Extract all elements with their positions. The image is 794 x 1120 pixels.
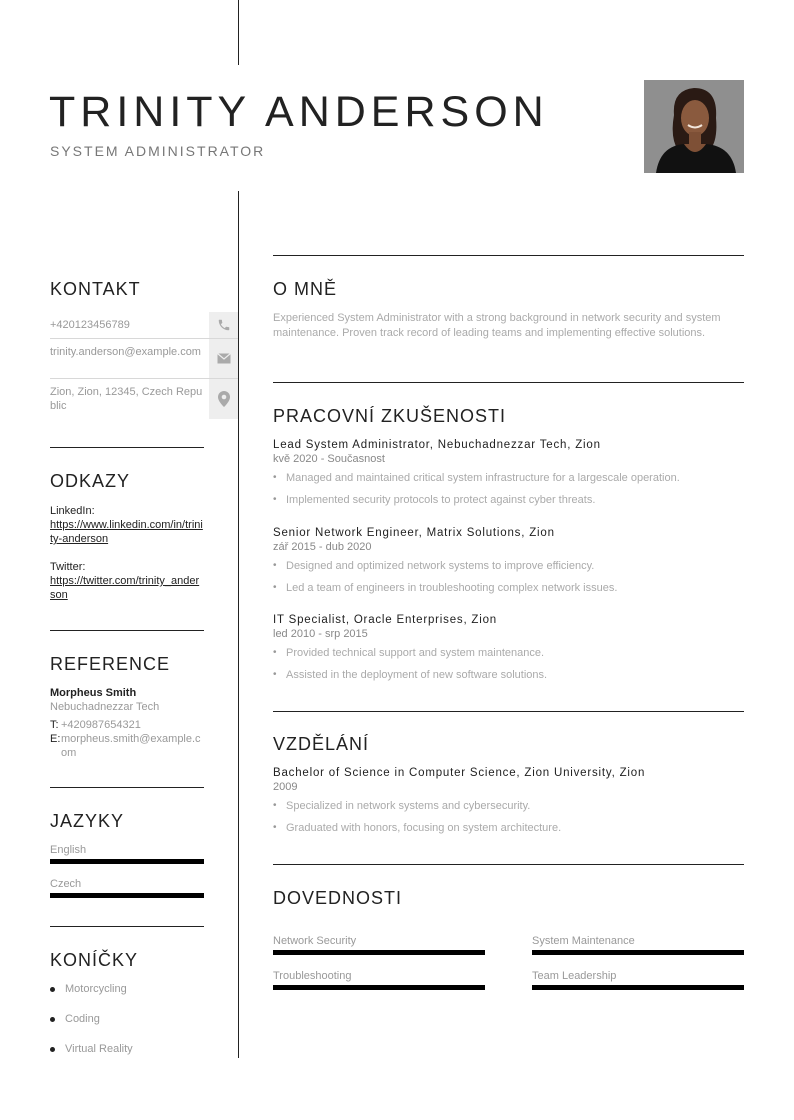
links-heading: ODKAZY bbox=[50, 471, 131, 491]
hobby-label: Coding bbox=[65, 1013, 100, 1025]
left-divider bbox=[50, 926, 204, 927]
contact-phone-row bbox=[50, 312, 238, 339]
job-date: led 2010 - srp 2015 bbox=[273, 628, 368, 640]
degree-year: 2009 bbox=[273, 781, 298, 793]
job-entry bbox=[273, 439, 744, 515]
bullet-icon bbox=[50, 987, 55, 992]
mail-icon bbox=[209, 339, 238, 378]
twitter-label: Twitter: bbox=[50, 561, 86, 573]
skills-heading: DOVEDNOSTI bbox=[273, 888, 403, 908]
skill-label: Team Leadership bbox=[532, 970, 617, 982]
top-divider-line bbox=[238, 0, 239, 65]
education-heading: VZDĚLÁNÍ bbox=[273, 734, 370, 754]
reference-phone-label: T: bbox=[50, 719, 59, 731]
language-item bbox=[50, 877, 204, 898]
education-entry bbox=[273, 767, 744, 843]
right-divider bbox=[273, 382, 744, 383]
skill-level-bar bbox=[532, 950, 744, 955]
profile-photo bbox=[644, 80, 744, 173]
skill-level-bar bbox=[273, 950, 485, 955]
about-text: Experienced System Administrator with a strong background in network security and system maintenance. Proven track record of leading teams and implementing effective solutions. bbox=[273, 312, 721, 339]
job-bullets bbox=[273, 646, 744, 682]
education-bullets bbox=[273, 799, 744, 835]
reference-email-row bbox=[50, 732, 204, 760]
links-list bbox=[50, 504, 204, 602]
education-bullet: • Specialized in network systems and cybersecurity. bbox=[273, 799, 744, 813]
job-date: kvě 2020 - Současnost bbox=[273, 453, 385, 465]
contact-address: Zion, Zion, 12345, Czech Republic bbox=[50, 386, 203, 412]
reference-phone-row bbox=[50, 718, 204, 732]
skill-item bbox=[532, 970, 744, 990]
skill-label: System Maintenance bbox=[532, 935, 635, 947]
skill-label: Network Security bbox=[273, 935, 357, 947]
reference-email-label: E: bbox=[50, 733, 61, 745]
linkedin-label: LinkedIn: bbox=[50, 505, 95, 517]
right-divider bbox=[273, 864, 744, 865]
hobby-item bbox=[50, 1013, 100, 1025]
candidate-name: TRINITY ANDERSON bbox=[49, 88, 549, 136]
hobbies-heading: KONÍČKY bbox=[50, 950, 139, 970]
job-bullets bbox=[273, 559, 744, 595]
language-level-bar bbox=[50, 859, 204, 864]
job-title: IT Specialist, Oracle Enterprises, Zion bbox=[273, 614, 498, 626]
language-name: English bbox=[50, 844, 87, 856]
hobby-label: Motorcycling bbox=[65, 983, 127, 995]
reference-email: morpheus.smith@example.com bbox=[61, 733, 201, 759]
contact-address-row bbox=[50, 379, 238, 419]
skill-item bbox=[273, 970, 485, 990]
bullet-icon bbox=[50, 1017, 55, 1022]
hobby-item bbox=[50, 1043, 133, 1055]
reference-heading: REFERENCE bbox=[50, 654, 171, 674]
job-bullet: • Assisted in the deployment of new software solutions. bbox=[273, 668, 744, 682]
skill-label: Troubleshooting bbox=[273, 970, 352, 982]
job-date: zář 2015 - dub 2020 bbox=[273, 541, 372, 553]
language-level-bar bbox=[50, 893, 204, 898]
job-bullet: • Led a team of engineers in troubleshooting complex network issues. bbox=[273, 581, 744, 595]
degree-title: Bachelor of Science in Computer Science, Zion University, Zion bbox=[273, 767, 646, 779]
language-name: Czech bbox=[50, 878, 82, 890]
languages-heading: JAZYKY bbox=[50, 811, 125, 831]
left-divider bbox=[50, 447, 204, 448]
left-divider bbox=[50, 630, 204, 631]
contact-heading: KONTAKT bbox=[50, 279, 141, 299]
hobby-item bbox=[50, 983, 127, 995]
contact-email-row bbox=[50, 339, 238, 379]
skill-item bbox=[273, 935, 485, 955]
job-title: Lead System Administrator, Nebuchadnezzar Tech, Zion bbox=[273, 439, 601, 451]
contact-phone: +420123456789 bbox=[50, 319, 130, 331]
education-bullet: • Graduated with honors, focusing on system architecture. bbox=[273, 821, 744, 835]
contact-email: trinity.anderson@example.com bbox=[50, 346, 201, 358]
job-bullet: • Designed and optimized network systems to improve efficiency. bbox=[273, 559, 744, 573]
about-heading: O MNĚ bbox=[273, 279, 338, 299]
reference-name: Morpheus Smith bbox=[50, 687, 137, 699]
reference-block bbox=[50, 686, 204, 760]
right-divider bbox=[273, 255, 744, 256]
reference-company: Nebuchadnezzar Tech bbox=[50, 701, 160, 713]
job-bullet: • Implemented security protocols to protect against cyber threats. bbox=[273, 493, 744, 507]
job-bullet: • Managed and maintained critical system infrastructure for a largescale operation. bbox=[273, 471, 744, 485]
right-divider bbox=[273, 711, 744, 712]
job-bullet: • Provided technical support and system maintenance. bbox=[273, 646, 744, 660]
job-entry bbox=[273, 614, 744, 690]
language-item bbox=[50, 843, 204, 864]
twitter-link[interactable]: https://twitter.com/trinity_anderson bbox=[50, 575, 200, 601]
job-entry bbox=[273, 527, 744, 603]
column-divider-line bbox=[238, 191, 239, 1058]
linkedin-link[interactable]: https://www.linkedin.com/in/trinity-anderson bbox=[50, 519, 203, 545]
job-title: Senior Network Engineer, Matrix Solutions, Zion bbox=[273, 527, 555, 539]
phone-icon bbox=[209, 312, 238, 338]
bullet-icon bbox=[50, 1047, 55, 1052]
skill-level-bar bbox=[532, 985, 744, 990]
hobby-label: Virtual Reality bbox=[65, 1043, 133, 1055]
left-divider bbox=[50, 787, 204, 788]
experience-heading: PRACOVNÍ ZKUŠENOSTI bbox=[273, 406, 507, 426]
skill-item bbox=[532, 935, 744, 955]
job-bullets bbox=[273, 471, 744, 507]
location-pin-icon bbox=[209, 379, 238, 419]
candidate-title: SYSTEM ADMINISTRATOR bbox=[50, 143, 266, 159]
skill-level-bar bbox=[273, 985, 485, 990]
reference-phone: +420987654321 bbox=[61, 719, 141, 731]
